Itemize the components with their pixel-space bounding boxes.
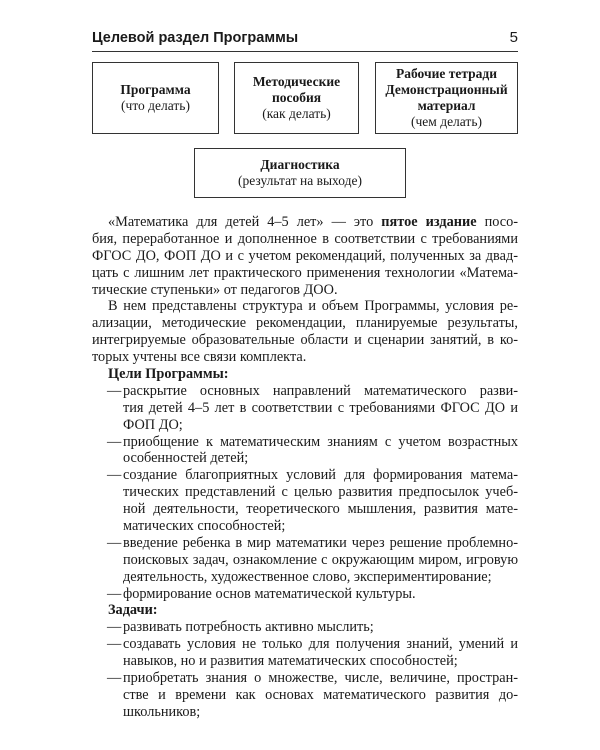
dash-bullet: — <box>107 636 122 653</box>
emphasis-fifth-edition: пятое издание <box>381 214 477 230</box>
list-item-line: поисковых задач, ознакомление с окружающим миром, игровую <box>123 551 518 568</box>
list-item-line: школьников; <box>123 703 201 720</box>
dash-bullet: — <box>107 433 122 450</box>
paragraph-line: тические ступеньки» от педагогов ДОО. <box>92 281 338 298</box>
dash-bullet: — <box>107 619 122 636</box>
list-item-line: тия детей 4–5 лет в соответствии с требованиями ФГОС ДО и <box>123 399 518 416</box>
box-title-line: Рабочие тетради <box>395 66 497 81</box>
list-item-line: ной деятельности, теоретического мышления, развития мате- <box>123 501 518 518</box>
paragraph-line: ализации, методические рекомендации, планируемые результаты, <box>92 315 518 332</box>
list-item <box>92 636 518 670</box>
dash-bullet: — <box>107 585 122 602</box>
list-item-line: матических способностей; <box>123 518 286 535</box>
list-item <box>92 383 518 434</box>
list-item <box>92 586 518 603</box>
list-item-line: тических представлений с целью развития предпосылок учеб- <box>123 484 518 501</box>
section-title: Целевой раздел Программы <box>92 30 299 46</box>
list-item-line: стве и времени как основах математического развития до- <box>123 686 518 703</box>
running-header <box>92 29 518 52</box>
box-title: Программа <box>120 82 191 97</box>
list-item-line: введение ребенка в мир математики через решение проблемно- <box>123 534 518 551</box>
diagram-box-diagnostics <box>194 148 406 198</box>
list-item <box>92 670 518 721</box>
box-title-line: Демонстрационный <box>385 82 508 97</box>
dash-bullet: — <box>107 467 122 484</box>
diagram-box-workbooks <box>375 62 518 134</box>
list-item-line: навыков, но и развития математических способностей; <box>123 653 458 670</box>
list-item-line: особенностей детей; <box>123 450 249 467</box>
box-title-line: пособия <box>271 90 322 105</box>
list-item-line: приобретать знания о множестве, числе, величине, простран- <box>123 670 518 687</box>
paragraph-line <box>92 214 518 231</box>
list-item <box>92 619 518 636</box>
paragraph-line: бия, переработанное и дополненное в соответствии с требованиями <box>92 230 518 247</box>
list-item <box>92 434 518 468</box>
box-subtitle: (что делать) <box>121 98 190 113</box>
list-item-line: раскрытие основных направлений математического разви- <box>123 382 518 399</box>
text-span: посо- <box>476 214 518 230</box>
list-item-line: ФОП ДО; <box>123 416 183 433</box>
list-item-line: создание благоприятных условий для формирования матема- <box>123 467 518 484</box>
list-item-line: деятельность, художественное слово, экспериментирование; <box>123 568 492 585</box>
tasks-heading: Задачи: <box>108 602 158 619</box>
dash-bullet: — <box>107 534 122 551</box>
paragraph-line: цать с лишним лет практического применения технологии «Матема- <box>92 264 518 281</box>
diagram-box-methodical <box>234 62 359 134</box>
text-span: «Математика для детей 4–5 лет» — это <box>108 214 382 230</box>
box-subtitle: (как делать) <box>262 106 331 121</box>
box-subtitle: (чем делать) <box>411 114 482 129</box>
goals-heading: Цели Программы: <box>108 366 229 383</box>
box-subtitle: (результат на выходе) <box>238 173 362 188</box>
list-item <box>92 535 518 586</box>
list-item-line: развивать потребность активно мыслить; <box>123 619 374 636</box>
list-item-line: приобщение к математическим знаниям с учетом возрастных <box>123 433 518 450</box>
dash-bullet: — <box>107 382 122 399</box>
list-item-line: формирование основ математической культуры. <box>123 585 416 602</box>
list-item <box>92 467 518 535</box>
paragraph-line: интегрируемые образовательные области и сценарии занятий, в ко- <box>92 332 518 349</box>
box-title-line: Методические <box>252 74 341 89</box>
paragraph-line: В нем представлены структура и объем Программы, условия ре- <box>108 298 518 315</box>
list-item-line: создавать условия не только для получения знаний, умений и <box>123 636 518 653</box>
box-title-line: материал <box>417 98 476 113</box>
diagram-box-program <box>92 62 219 134</box>
box-title: Диагностика <box>260 157 340 172</box>
paragraph-line: ФГОС ДО, ФОП ДО и с учетом рекомендаций, полученных за двад- <box>92 247 518 264</box>
dash-bullet: — <box>107 670 122 687</box>
page-number: 5 <box>509 29 518 46</box>
paragraph-line: торых учтены все связи комплекта. <box>92 349 307 366</box>
body-text <box>92 214 518 721</box>
